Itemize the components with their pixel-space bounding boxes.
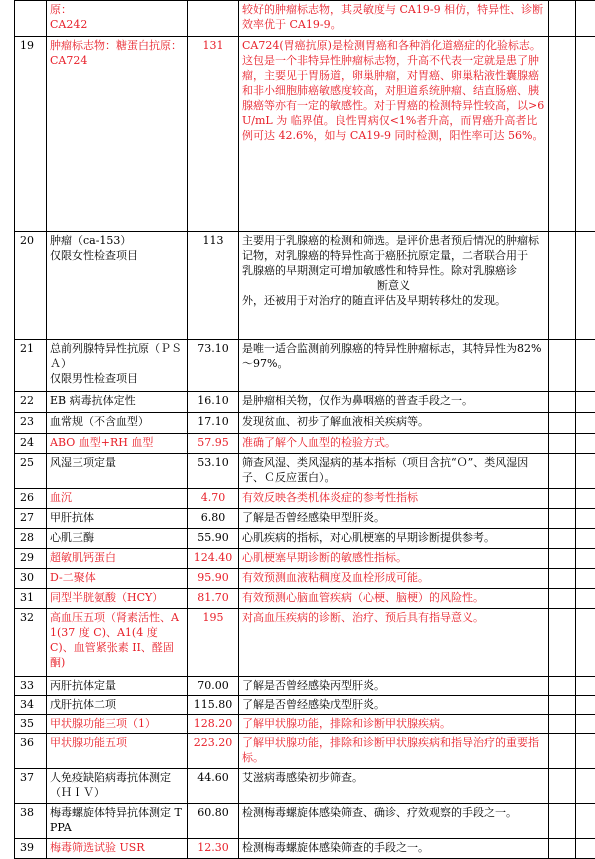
item-name: 人免疫缺陷病毒抗体测定（ＨＩＶ） [47,769,188,804]
table-row [15,734,595,769]
item-price: 16.10 [188,392,239,413]
item-description: 筛查风湿、类风湿病的基本指标（项目含抗“Ｏ”、类风湿因子、Ｃ反应蛋白）。 [239,454,549,489]
item-description: 艾滋病毒感染初步筛查。 [239,769,549,804]
item-description: 对高血压疾病的诊断、治疗、预后具有指导意义。 [239,609,549,677]
item-name: 甲状腺功能三项（1） [47,715,188,734]
item-price: 95.90 [188,569,239,589]
table-row [15,413,595,434]
table-row [15,434,595,454]
row-number: 19 [15,37,47,232]
extra-cell-2 [576,804,595,839]
extra-cell-1 [549,589,576,609]
item-description: 了解是否曾经感染甲型肝炎。 [239,509,549,529]
extra-cell-2 [576,37,595,232]
exam-items-body [15,1,595,859]
item-name: 总前列腺特异性抗原（ＰＳＡ） 仅限男性检查项目 [47,340,188,392]
extra-cell-1 [549,434,576,454]
row-number: 34 [15,696,47,715]
item-price: 223.20 [188,734,239,769]
item-description: 准确了解个人血型的检验方式。 [239,434,549,454]
extra-cell-1 [549,839,576,859]
item-description: 有效预测血液粘稠度及血栓形成可能。 [239,569,549,589]
item-name: 甲肝抗体 [47,509,188,529]
extra-cell-1 [549,696,576,715]
item-name: 梅毒筛选试验 USR [47,839,188,859]
item-name: 血沉 [47,489,188,509]
item-name: 原： CA242 [47,1,188,37]
extra-cell-2 [576,434,595,454]
item-price: 4.70 [188,489,239,509]
item-description [239,232,549,340]
extra-cell-2 [576,549,595,569]
table-row [15,769,595,804]
item-price: 57.95 [188,434,239,454]
extra-cell-2 [576,232,595,340]
extra-cell-1 [549,569,576,589]
item-price: 115.80 [188,696,239,715]
row-number: 21 [15,340,47,392]
extra-cell-1 [549,489,576,509]
item-name: 血常规（不含血型） [47,413,188,434]
table-row [15,609,595,677]
row-number: 33 [15,677,47,696]
row-number: 29 [15,549,47,569]
item-price: 12.30 [188,839,239,859]
extra-cell-2 [576,715,595,734]
item-name: 风湿三项定量 [47,454,188,489]
item-price: 60.80 [188,804,239,839]
description-tail: 外，还被用于对治疗的随直评估及早期转移灶的发现。 [242,294,506,307]
table-row [15,715,595,734]
item-description: 心肌梗塞早期诊断的敏感性指标。 [239,549,549,569]
item-name: ABO 血型+RH 血型 [47,434,188,454]
extra-cell-2 [576,839,595,859]
table-row [15,549,595,569]
extra-cell-2 [576,413,595,434]
description-centered-part: 断意义 [242,278,545,293]
item-price: 70.00 [188,677,239,696]
extra-cell-2 [576,340,595,392]
item-price: 113 [188,232,239,340]
item-description: 了解是否曾经感染戊型肝炎。 [239,696,549,715]
table-row [15,589,595,609]
row-number: 37 [15,769,47,804]
item-name: 高血压五项（肾素活性、A1(37 度 C)、A1(4 度 C)、血管紧张素 II、醛固酮) [47,609,188,677]
extra-cell-1 [549,715,576,734]
row-number: 24 [15,434,47,454]
extra-cell-1 [549,804,576,839]
row-number: 20 [15,232,47,340]
item-name: 同型半胱氨酸（HCY） [47,589,188,609]
item-name: 肿瘤标志物：糖蛋白抗原： CA724 [47,37,188,232]
item-name: 肿瘤（ca-153） 仅限女性检查项目 [47,232,188,340]
table-row [15,1,595,37]
row-number: 25 [15,454,47,489]
extra-cell-1 [549,340,576,392]
description-part: 主要用于乳腺癌的检测和筛选。是评价患者预后情况的肿瘤标记物，对乳腺癌的特异性高于癌胚抗原定量，二者联合用于 乳腺癌的早期测定可增加敏感性和特异性。除对乳腺癌诊 [242,234,539,277]
item-description: 心肌疾病的指标，对心肌梗塞的早期诊断提供参考。 [239,529,549,549]
row-number: 32 [15,609,47,677]
extra-cell-2 [576,589,595,609]
row-number: 36 [15,734,47,769]
table-row [15,529,595,549]
extra-cell-1 [549,454,576,489]
item-description: 发现贫血、初步了解血液相关疾病等。 [239,413,549,434]
table-row [15,696,595,715]
item-price: 81.70 [188,589,239,609]
item-price: 6.80 [188,509,239,529]
extra-cell-1 [549,549,576,569]
extra-cell-2 [576,509,595,529]
table-row [15,37,595,232]
item-name: 梅毒螺旋体特异抗体测定 TPPA [47,804,188,839]
row-number: 27 [15,509,47,529]
item-name: 心肌三酶 [47,529,188,549]
extra-cell-1 [549,529,576,549]
item-description: 了解甲状腺功能，排除和诊断甲状腺疾病和指导治疗的重要指标。 [239,734,549,769]
extra-cell-2 [576,609,595,677]
row-number: 22 [15,392,47,413]
item-price: 128.20 [188,715,239,734]
extra-cell-2 [576,769,595,804]
table-row [15,392,595,413]
table-row [15,839,595,859]
table-row [15,509,595,529]
table-row [15,232,595,340]
extra-cell-2 [576,734,595,769]
extra-cell-2 [576,392,595,413]
extra-cell-2 [576,569,595,589]
extra-cell-2 [576,454,595,489]
table-row [15,804,595,839]
extra-cell-2 [576,677,595,696]
extra-cell-2 [576,696,595,715]
item-price: 53.10 [188,454,239,489]
item-price: 124.40 [188,549,239,569]
extra-cell-1 [549,1,576,37]
table-row [15,677,595,696]
item-name: D-二聚体 [47,569,188,589]
extra-cell-2 [576,529,595,549]
extra-cell-1 [549,37,576,232]
item-price [188,1,239,37]
exam-items-table [14,0,595,859]
item-price: 17.10 [188,413,239,434]
table-row [15,340,595,392]
extra-cell-1 [549,232,576,340]
item-description: 有效预测心脑血管疾病（心梗、脑梗）的风险性。 [239,589,549,609]
row-number: 31 [15,589,47,609]
row-number [15,1,47,37]
item-price: 44.60 [188,769,239,804]
item-description: 了解甲状腺功能，排除和诊断甲状腺疾病。 [239,715,549,734]
row-number: 39 [15,839,47,859]
item-price: 73.10 [188,340,239,392]
item-price: 131 [188,37,239,232]
extra-cell-2 [576,1,595,37]
row-number: 23 [15,413,47,434]
item-name: EB 病毒抗体定性 [47,392,188,413]
row-number: 38 [15,804,47,839]
item-description: CA724(胃癌抗原)是检测胃癌和各种消化道癌症的化验标志。这包是一个非特异性肿瘤标志物，升高不代表一定就是患了肿瘤，主要见于胃肠道，卵巢肿瘤，对胃癌、卵巢粘液性囊腺癌和非小细胞肺癌敏感度较高，对胆道系统肿瘤、结直肠癌、胰腺癌等亦有一定的敏感性。对于胃癌的检测特异性较高，以>6 U/mL 为 临界值。良性胃病仅<1%者升高，而胃癌升高者比例可达 42.6%，如与 CA19-9 同时检测，阳性率可达 56%。 [239,37,549,232]
item-name: 超敏肌钙蛋白 [47,549,188,569]
extra-cell-1 [549,769,576,804]
extra-cell-1 [549,677,576,696]
table-row [15,489,595,509]
row-number: 30 [15,569,47,589]
item-description: 有效反映各类机体炎症的参考性指标 [239,489,549,509]
extra-cell-1 [549,413,576,434]
item-name: 丙肝抗体定量 [47,677,188,696]
item-description: 是唯一适合监测前列腺癌的特异性肿瘤标志，其特异性为82%～97%。 [239,340,549,392]
extra-cell-1 [549,734,576,769]
item-description: 是肿瘤相关物，仅作为鼻咽癌的普查手段之一。 [239,392,549,413]
row-number: 26 [15,489,47,509]
item-description: 检测梅毒螺旋体感染筛查、确诊、疗效观察的手段之一。 [239,804,549,839]
item-description: 了解是否曾经感染丙型肝炎。 [239,677,549,696]
extra-cell-1 [549,509,576,529]
extra-cell-1 [549,392,576,413]
item-price: 195 [188,609,239,677]
item-description: 较好的肿瘤标志物，其灵敏度与 CA19-9 相仿，特异性、诊断效率优于 CA19-9。 [239,1,549,37]
table-row [15,569,595,589]
item-name: 戊肝抗体二项 [47,696,188,715]
extra-cell-1 [549,609,576,677]
row-number: 35 [15,715,47,734]
item-price: 55.90 [188,529,239,549]
item-name: 甲状腺功能五项 [47,734,188,769]
row-number: 28 [15,529,47,549]
extra-cell-2 [576,489,595,509]
table-row [15,454,595,489]
item-description: 检测梅毒螺旋体感染筛查的手段之一。 [239,839,549,859]
